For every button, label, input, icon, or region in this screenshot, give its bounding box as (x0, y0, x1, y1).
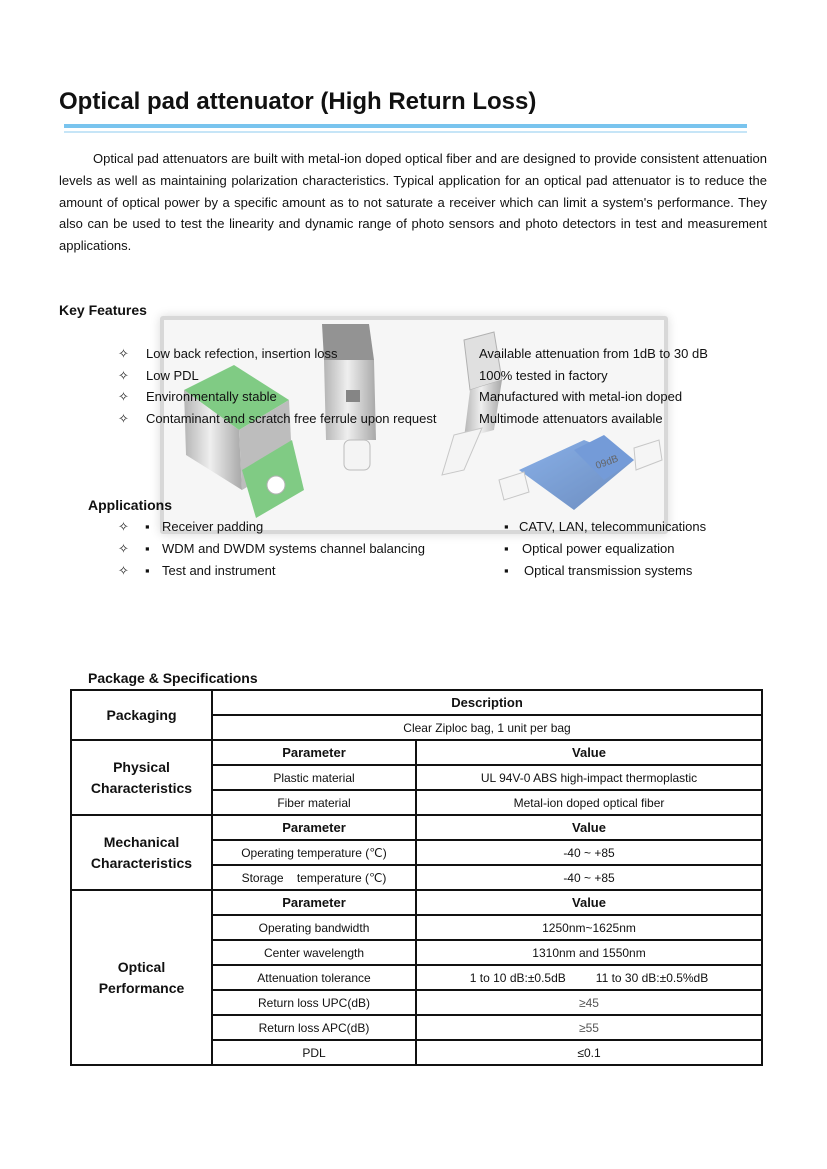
feature-item: Contaminant and scratch free ferrule upon request (146, 411, 437, 426)
param-cell: Attenuation tolerance (212, 965, 416, 990)
table-row (71, 690, 762, 715)
key-features-heading: Key Features (59, 302, 147, 318)
square-bullet-icon: ▪ (504, 563, 509, 578)
specifications-table (70, 689, 763, 1066)
param-cell: Center wavelength (212, 940, 416, 965)
value-header: Value (416, 890, 762, 915)
feature-item: 100% tested in factory (479, 368, 608, 383)
specs-heading: Package & Specifications (88, 670, 258, 686)
optical-label-cell (71, 890, 212, 1065)
applications-heading: Applications (88, 497, 173, 513)
application-item: Test and instrument (162, 563, 276, 578)
square-bullet-icon: ▪ (504, 541, 509, 556)
feature-item: Environmentally stable (146, 389, 277, 404)
bullet-icon: ✧ (118, 563, 129, 578)
intro-paragraph: Optical pad attenuators are built with metal-ion doped optical fiber and are designed to provide consistent attenuation levels as well as maintaining polarization characteristics. Typical application for an optical pad attenuator is to reduce the amount of optical power by a specific amount as to not saturate a receiver which can limit a system's performance. They also can be used to test the linearity and dynamic range of photo sensors and photo detectors in test and measurement applications. (59, 151, 767, 254)
tolerance-low: 1 to 10 dB:±0.5dB (469, 970, 566, 985)
table-row (71, 740, 762, 765)
param-cell: Return loss APC(dB) (212, 1015, 416, 1040)
packaging-label-cell (71, 690, 212, 740)
physical-label: Physical (113, 758, 170, 775)
param-cell: Return loss UPC(dB) (212, 990, 416, 1015)
param-cell: Operating bandwidth (212, 915, 416, 940)
mechanical-label: Mechanical (103, 833, 180, 850)
param-cell: Plastic material (212, 765, 416, 790)
optical-label: Performance (98, 979, 185, 996)
square-bullet-icon: ▪ (145, 563, 150, 578)
packaging-value: Clear Ziploc bag, 1 unit per bag (212, 715, 762, 740)
parameter-header: Parameter (212, 740, 416, 765)
bullet-icon: ✧ (118, 541, 129, 556)
value-header: Value (416, 815, 762, 840)
tolerance-high: 11 to 30 dB:±0.5%dB (595, 970, 709, 985)
application-item: CATV, LAN, telecommunications (519, 519, 707, 534)
square-bullet-icon: ▪ (145, 519, 150, 534)
table-row (71, 890, 762, 915)
bullet-icon: ✧ (118, 346, 129, 361)
value-cell (416, 965, 762, 990)
physical-label-cell (71, 740, 212, 815)
param-cell: Operating temperature (℃) (212, 840, 416, 865)
value-cell: 1310nm and 1550nm (416, 940, 762, 965)
value-cell: Metal-ion doped optical fiber (416, 790, 762, 815)
value-cell: -40 ~ +85 (416, 865, 762, 890)
value-cell: ≥55 (416, 1015, 762, 1040)
page-title: Optical pad attenuator (High Return Loss) (59, 88, 537, 115)
value-cell: 1250nm~1625nm (416, 915, 762, 940)
table-row (71, 815, 762, 840)
value-cell: ≥45 (416, 990, 762, 1015)
feature-item: Low back refection, insertion loss (146, 346, 338, 361)
application-item: Optical power equalization (522, 541, 675, 556)
title-underline-light (64, 131, 747, 133)
feature-item: Available attenuation from 1dB to 30 dB (479, 346, 708, 361)
parameter-header: Parameter (212, 815, 416, 840)
value-cell: -40 ~ +85 (416, 840, 762, 865)
bullet-icon: ✧ (118, 411, 129, 426)
description-header: Description (212, 690, 762, 715)
physical-label: Characteristics (90, 779, 193, 796)
param-cell: Fiber material (212, 790, 416, 815)
square-bullet-icon: ▪ (504, 519, 509, 534)
value-cell: ≤0.1 (416, 1040, 762, 1065)
application-item: Receiver padding (162, 519, 264, 534)
bullet-icon: ✧ (118, 519, 129, 534)
bullet-icon: ✧ (118, 389, 129, 404)
feature-item: Multimode attenuators available (479, 411, 663, 426)
application-item: Optical transmission systems (524, 563, 693, 578)
param-cell: PDL (212, 1040, 416, 1065)
attenuator-print: 09dB (594, 453, 620, 472)
optical-label: Optical (117, 958, 166, 975)
value-header: Value (416, 740, 762, 765)
mechanical-label-cell (71, 815, 212, 890)
title-underline (64, 124, 747, 128)
application-item: WDM and DWDM systems channel balancing (162, 541, 425, 556)
feature-item: Low PDL (146, 368, 199, 383)
square-bullet-icon: ▪ (145, 541, 150, 556)
packaging-label: Packaging (106, 706, 177, 723)
feature-item: Manufactured with metal-ion doped (479, 389, 683, 404)
bullet-icon: ✧ (118, 368, 129, 383)
parameter-header: Parameter (212, 890, 416, 915)
value-cell: UL 94V-0 ABS high-impact thermoplastic (416, 765, 762, 790)
param-cell: Storage temperature (℃) (212, 865, 416, 890)
mechanical-label: Characteristics (90, 854, 193, 871)
